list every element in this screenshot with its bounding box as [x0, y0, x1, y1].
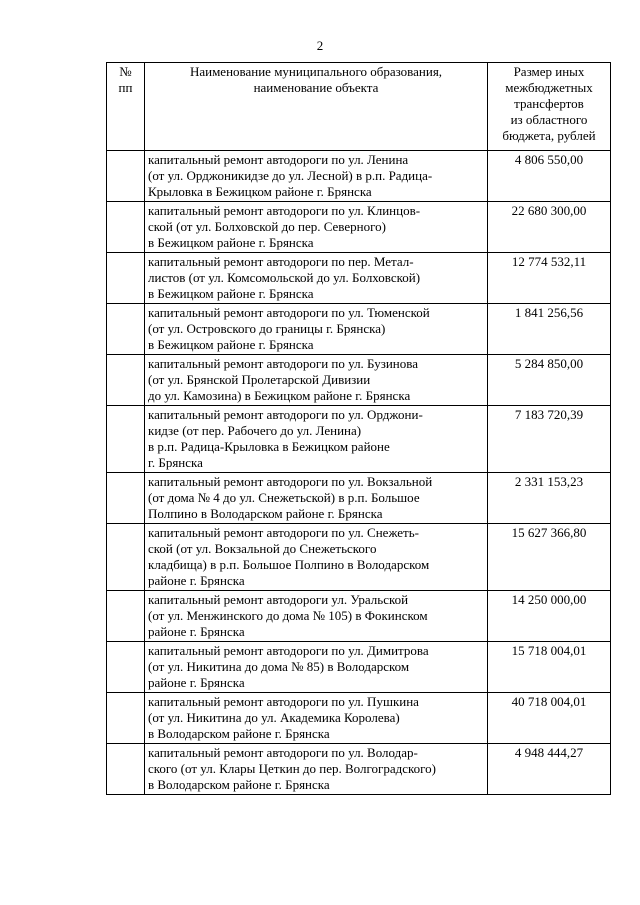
- object-name-line: капитальный ремонт автодороги ул. Уральской: [148, 592, 409, 607]
- table-row: [107, 744, 611, 795]
- object-name-line: капитальный ремонт автодороги по ул. Тюменской: [148, 305, 430, 320]
- row-num-cell: [107, 304, 145, 355]
- object-name-line: в р.п. Радица-Крыловка в Бежицком районе: [148, 439, 390, 454]
- transfer-amount: 7 183 720,39: [488, 406, 611, 473]
- object-name-cell: [145, 524, 488, 591]
- table-row: [107, 473, 611, 524]
- header-amount-line: межбюджетных: [505, 80, 593, 95]
- table-row: [107, 355, 611, 406]
- row-num-cell: [107, 151, 145, 202]
- object-name-line: до ул. Камозина) в Бежицком районе г. Брянска: [148, 388, 411, 403]
- object-name-line: районе г. Брянска: [148, 675, 245, 690]
- object-name-line: кидзе (от пер. Рабочего до ул. Ленина): [148, 423, 362, 438]
- object-name-line: кладбища) в р.п. Большое Полпино в Володарском: [148, 557, 430, 572]
- object-name-line: капитальный ремонт автодороги по ул. Ленина: [148, 152, 409, 167]
- object-name-line: районе г. Брянска: [148, 573, 245, 588]
- object-name-cell: [145, 642, 488, 693]
- object-name-line: (от ул. Менжинского до дома № 105) в Фокинском: [148, 608, 428, 623]
- table-header-row: [107, 63, 611, 151]
- object-name-line: ской (от ул. Болховской до пер. Северного): [148, 219, 386, 234]
- row-num-cell: [107, 591, 145, 642]
- object-name-line: районе г. Брянска: [148, 624, 245, 639]
- object-name-cell: [145, 355, 488, 406]
- object-name-cell: [145, 406, 488, 473]
- header-amount-line: трансфертов: [514, 96, 584, 111]
- transfer-amount: 5 284 850,00: [488, 355, 611, 406]
- transfer-amount: 15 627 366,80: [488, 524, 611, 591]
- object-name-line: Полпино в Володарском районе г. Брянска: [148, 506, 383, 521]
- header-name-line: Наименование муниципального образования,: [189, 64, 443, 79]
- object-name-line: ского (от ул. Клары Цеткин до пер. Волгоградского): [148, 761, 436, 776]
- object-name-line: капитальный ремонт автодороги по ул. Клинцов-: [148, 203, 421, 218]
- object-name-line: (от ул. Никитина до ул. Академика Королева): [148, 710, 400, 725]
- object-name-cell: [145, 202, 488, 253]
- row-num-cell: [107, 642, 145, 693]
- transfer-amount: 1 841 256,56: [488, 304, 611, 355]
- header-num-line: №: [119, 64, 132, 79]
- object-name-line: капитальный ремонт автодороги по ул. Бузинова: [148, 356, 418, 371]
- header-amount-line: бюджета, рублей: [502, 128, 596, 143]
- table-row: [107, 642, 611, 693]
- row-num-cell: [107, 744, 145, 795]
- table-row: [107, 151, 611, 202]
- row-num-cell: [107, 253, 145, 304]
- row-num-cell: [107, 202, 145, 253]
- transfer-amount: 22 680 300,00: [488, 202, 611, 253]
- table-row: [107, 591, 611, 642]
- object-name-line: ской (от ул. Вокзальной до Снежетьского: [148, 541, 377, 556]
- object-name-line: (от ул. Островского до границы г. Брянска): [148, 321, 386, 336]
- object-name-line: г. Брянска: [148, 455, 203, 470]
- object-name-line: в Бежицком районе г. Брянска: [148, 286, 314, 301]
- header-name: [145, 63, 488, 151]
- object-name-line: (от ул. Брянской Пролетарской Дивизии: [148, 372, 371, 387]
- table-row: [107, 406, 611, 473]
- object-name-cell: [145, 304, 488, 355]
- object-name-cell: [145, 253, 488, 304]
- object-name-line: (от дома № 4 до ул. Снежетьской) в р.п. Большое: [148, 490, 420, 505]
- object-name-cell: [145, 473, 488, 524]
- table-row: [107, 304, 611, 355]
- header-name-line: наименование объекта: [253, 80, 379, 95]
- table-row: [107, 202, 611, 253]
- row-num-cell: [107, 406, 145, 473]
- transfer-amount: 4 806 550,00: [488, 151, 611, 202]
- object-name-cell: [145, 693, 488, 744]
- row-num-cell: [107, 473, 145, 524]
- header-num-line: пп: [118, 80, 133, 95]
- object-name-line: (от ул. Орджоникидзе до ул. Лесной) в р.п. Радица-: [148, 168, 433, 183]
- object-name-cell: [145, 151, 488, 202]
- object-name-line: капитальный ремонт автодороги по ул. Вокзальной: [148, 474, 433, 489]
- transfer-amount: 15 718 004,01: [488, 642, 611, 693]
- row-num-cell: [107, 524, 145, 591]
- object-name-line: капитальный ремонт автодороги по ул. Володар-: [148, 745, 418, 760]
- object-name-line: листов (от ул. Комсомольской до ул. Болховской): [148, 270, 421, 285]
- header-amount-line: из областного: [510, 112, 588, 127]
- row-num-cell: [107, 355, 145, 406]
- header-amount: [488, 63, 611, 151]
- transfer-amount: 40 718 004,01: [488, 693, 611, 744]
- object-name-line: (от ул. Никитина до дома № 85) в Володарском: [148, 659, 410, 674]
- transfer-amount: 4 948 444,27: [488, 744, 611, 795]
- transfer-amount: 2 331 153,23: [488, 473, 611, 524]
- object-name-line: в Володарском районе г. Брянска: [148, 777, 330, 792]
- object-name-line: капитальный ремонт автодороги по ул. Снежеть-: [148, 525, 419, 540]
- transfer-amount: 14 250 000,00: [488, 591, 611, 642]
- object-name-cell: [145, 591, 488, 642]
- object-name-line: в Володарском районе г. Брянска: [148, 726, 330, 741]
- object-name-line: в Бежицком районе г. Брянска: [148, 337, 314, 352]
- transfer-amount: 12 774 532,11: [488, 253, 611, 304]
- transfers-table: [106, 62, 611, 795]
- page-number: 2: [316, 38, 324, 53]
- table-row: [107, 693, 611, 744]
- header-num: [107, 63, 145, 151]
- row-num-cell: [107, 693, 145, 744]
- object-name-line: в Бежицком районе г. Брянска: [148, 235, 314, 250]
- object-name-line: Крыловка в Бежицком районе г. Брянска: [148, 184, 372, 199]
- header-amount-line: Размер иных: [513, 64, 585, 79]
- object-name-line: капитальный ремонт автодороги по ул. Орджони-: [148, 407, 423, 422]
- table-row: [107, 524, 611, 591]
- object-name-line: капитальный ремонт автодороги по пер. Метал-: [148, 254, 414, 269]
- object-name-line: капитальный ремонт автодороги по ул. Пушкина: [148, 694, 419, 709]
- object-name-line: капитальный ремонт автодороги по ул. Димитрова: [148, 643, 429, 658]
- object-name-cell: [145, 744, 488, 795]
- table-row: [107, 253, 611, 304]
